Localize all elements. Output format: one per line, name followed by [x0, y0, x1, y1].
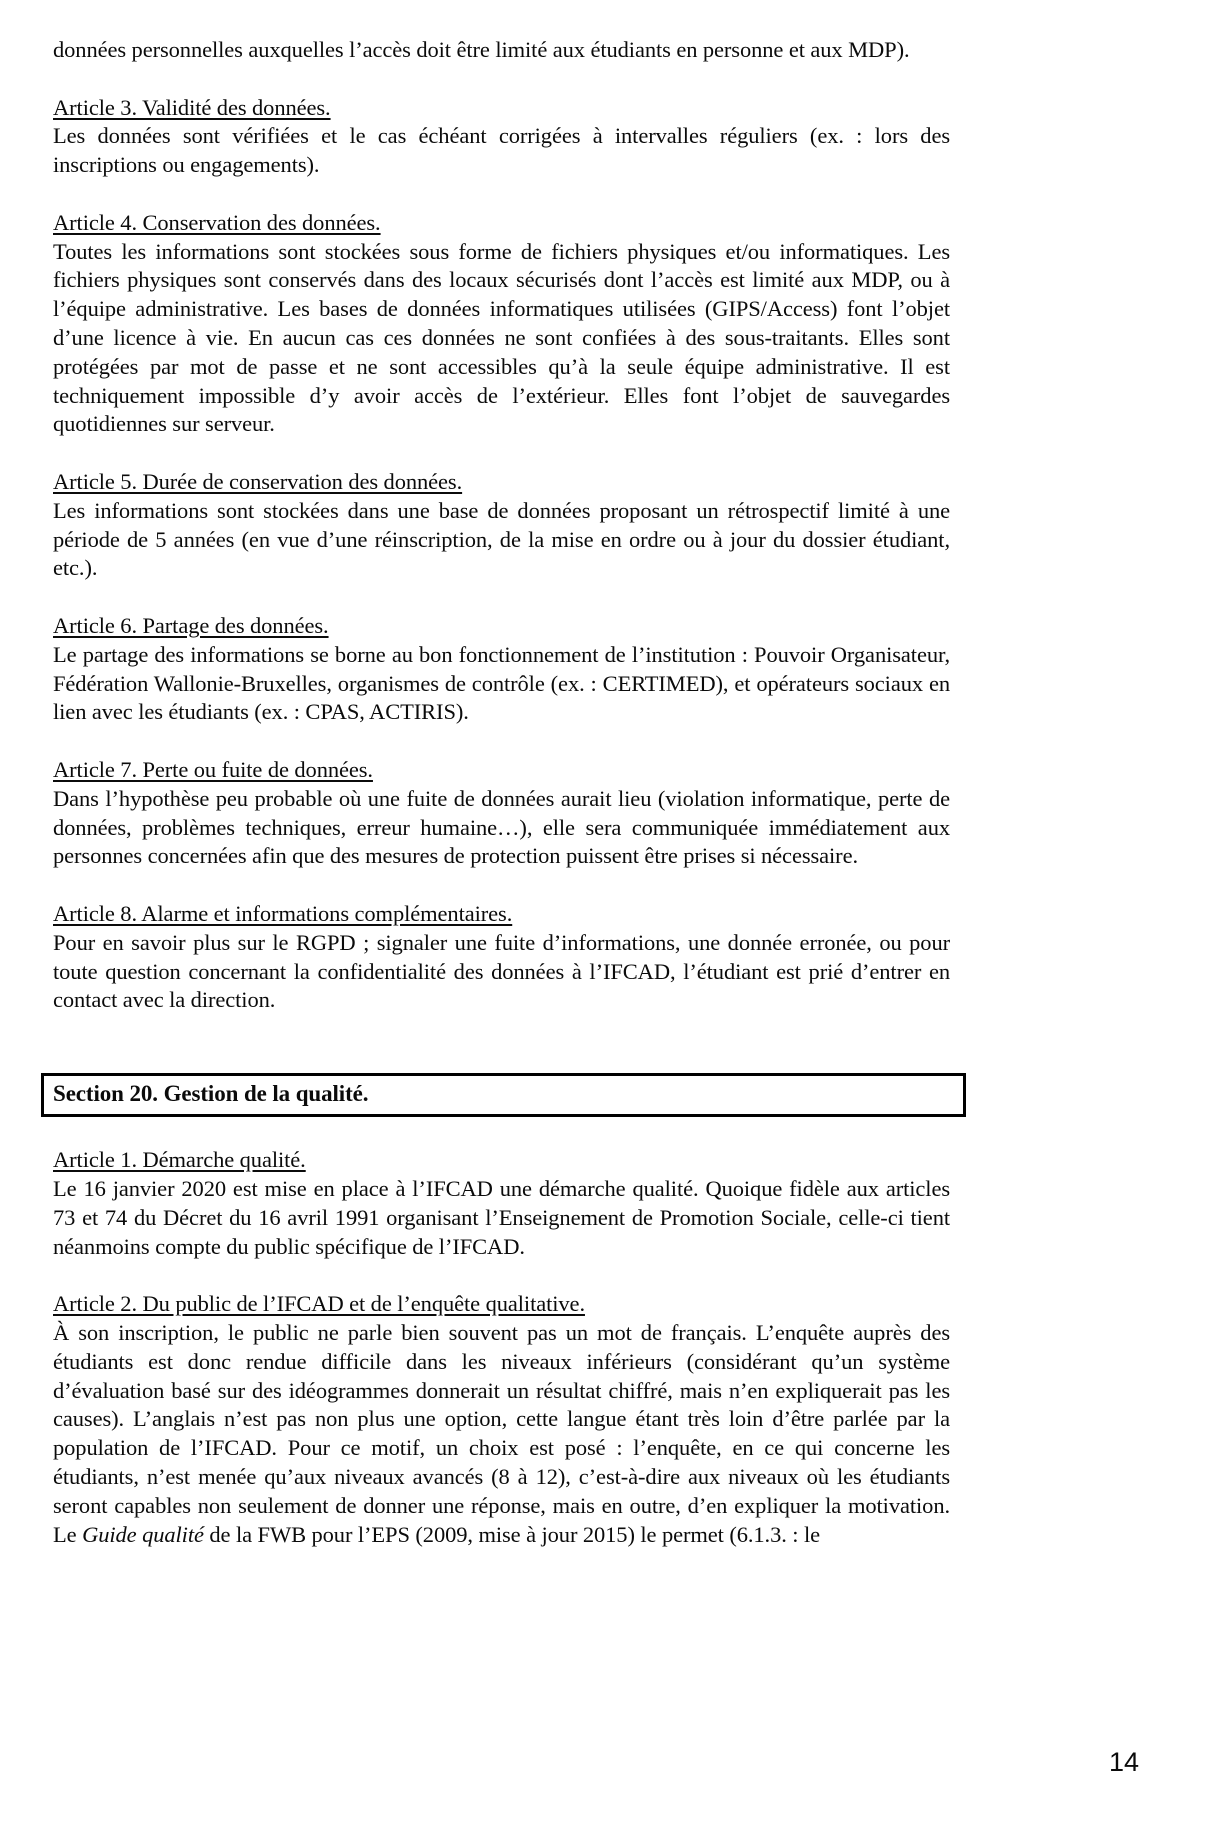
- article-3: [53, 94, 950, 180]
- article-8-body: Pour en savoir plus sur le RGPD ; signaler une fuite d’informations, une donnée erronée, ou pour toute question concernant la confidentialité des données à l’IFCAD, l’étudiant est prié d’entrer en contact avec la direction.: [53, 929, 950, 1013]
- article-7-title: Article 7. Perte ou fuite de données.: [53, 756, 373, 782]
- article-4-title: Article 4. Conservation des données.: [53, 209, 381, 235]
- document-page: [53, 36, 950, 1549]
- quality-article-2-body-italic: Guide qualité: [82, 1521, 204, 1547]
- section-20-title: Section 20. Gestion de la qualité.: [53, 1080, 369, 1106]
- article-8: [53, 900, 950, 1015]
- quality-article-2: [53, 1290, 950, 1549]
- article-7: [53, 756, 950, 871]
- quality-article-2-body-end: de la FWB pour l’EPS (2009, mise à jour 2015) le permet (6.1.3. : le: [203, 1521, 820, 1547]
- article-7-body: Dans l’hypothèse peu probable où une fuite de données aurait lieu (violation informatique, perte de données, problèmes techniques, erreur humaine…), elle sera communiquée immédiatement aux personnes concernées afin que des mesures de protection puissent être prises si nécessaire.: [53, 785, 950, 869]
- article-5: [53, 468, 950, 583]
- article-6: [53, 612, 950, 727]
- article-4-body: Toutes les informations sont stockées sous forme de fichiers physiques et/ou informatiques. Les fichiers physiques sont conservés dans des locaux sécurisés dont l’accès est limité aux MDP, ou à l’équipe administrative. Les bases de données informatiques utilisées (GIPS/Access) font l’objet d’une licence à vie. En aucun cas ces données ne sont confiées à des sous-traitants. Elles sont protégées par mot de passe et ne sont accessibles qu’à la seule équipe administrative. Il est techniquement impossible d’y avoir accès de l’extérieur. Elles font l’objet de sauvegardes quotidiennes sur serveur.: [53, 238, 950, 437]
- intro-paragraph: données personnelles auxquelles l’accès doit être limité aux étudiants en personne et aux MDP).: [53, 37, 910, 62]
- quality-article-1: [53, 1146, 950, 1261]
- section-20-heading-box: [41, 1073, 966, 1118]
- article-6-body: Le partage des informations se borne au bon fonctionnement de l’institution : Pouvoir Organisateur, Fédération Wallonie-Bruxelles, organismes de contrôle (ex. : CERTIMED), et opérateurs sociaux en lien avec les étudiants (ex. : CPAS, ACTIRIS).: [53, 641, 950, 725]
- article-5-title: Article 5. Durée de conservation des données.: [53, 468, 463, 494]
- quality-article-2-body: [53, 1319, 950, 1549]
- quality-article-2-title: Article 2. Du public de l’IFCAD et de l’enquête qualitative.: [53, 1291, 585, 1317]
- page-number: 14: [1109, 1747, 1140, 1777]
- quality-article-1-body: Le 16 janvier 2020 est mise en place à l’IFCAD une démarche qualité. Quoique fidèle aux articles 73 et 74 du Décret du 16 avril 1991 organisant l’Enseignement de Promotion Sociale, celle-ci tient néanmoins compte du public spécifique de l’IFCAD.: [53, 1176, 950, 1259]
- article-5-body: Les informations sont stockées dans une base de données proposant un rétrospectif limité à une période de 5 années (en vue d’une réinscription, de la mise en ordre ou à jour du dossier étudiant, etc.).: [53, 497, 950, 581]
- article-8-title: Article 8. Alarme et informations complémentaires.: [53, 900, 513, 926]
- article-3-title: Article 3. Validité des données.: [53, 94, 331, 120]
- article-6-title: Article 6. Partage des données.: [53, 612, 329, 638]
- article-3-body: Les données sont vérifiées et le cas échéant corrigées à intervalles réguliers (ex. : lors des inscriptions ou engagements).: [53, 123, 950, 178]
- quality-article-2-body-start: À son inscription, le public ne parle bien souvent pas un mot de français. L’enquête auprès des étudiants est donc rendue difficile dans les niveaux inférieurs (considérant qu’un système d’évaluation basé sur des idéogrammes donnerait un résultat chiffré, mais n’en expliquerait pas les causes). L’anglais n’est pas non plus une option, cette langue étant très loin d’être parlée par la population de l’IFCAD. Pour ce motif, un choix est posé : l’enquête, en ce qui concerne les étudiants, n’est menée qu’aux niveaux avancés (8 à 12), c’est-à-dire aux niveaux où les étudiants seront capables non seulement de donner une réponse, mais en outre, d’en expliquer la motivation. Le: [53, 1320, 950, 1547]
- quality-article-1-title: Article 1. Démarche qualité.: [53, 1147, 306, 1173]
- article-4: [53, 209, 950, 439]
